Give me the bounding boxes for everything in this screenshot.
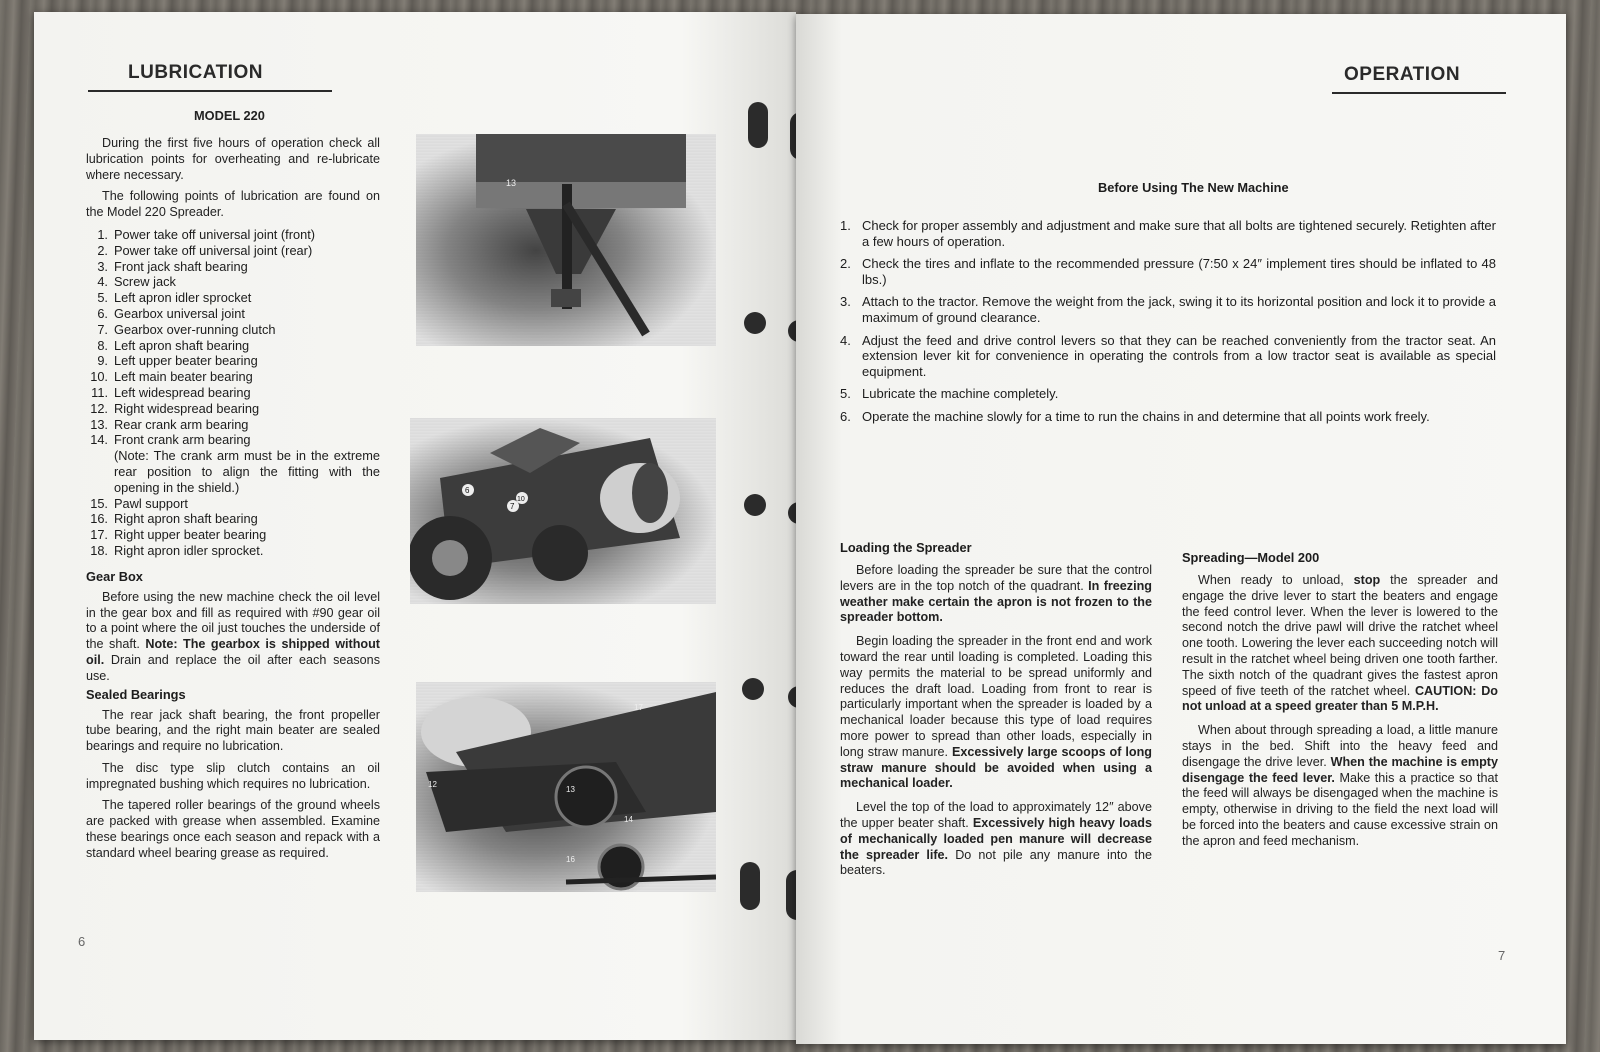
lubrication-point-label — [114, 338, 249, 354]
lubrication-point-number: 17. — [90, 527, 108, 543]
operation-step-number: 3. — [840, 294, 851, 310]
lubrication-point — [86, 274, 380, 290]
operation-step-text: Operate the machine slowly for a time to run the chains in and determine that all points work freely. — [862, 408, 1430, 424]
loading-paragraph-3 — [840, 800, 1152, 879]
operation-step-number: 2. — [840, 256, 851, 272]
sealed-paragraph-2: The disc type slip clutch contains an oil impregnated bushing which requires no lubrication. — [86, 760, 380, 791]
gearbox-heading: Gear Box — [86, 568, 143, 584]
lubrication-point — [86, 511, 380, 527]
lubrication-point-note — [86, 448, 380, 495]
photo-crank-sprocket-drawing — [416, 682, 716, 892]
lubrication-point-label — [114, 543, 263, 559]
lubrication-point-number: 7. — [97, 321, 108, 337]
photo-side-beaters-drawing — [410, 418, 716, 604]
lubrication-point — [86, 543, 380, 559]
lubrication-point — [86, 259, 380, 275]
operation-step — [840, 409, 1496, 425]
lubrication-point-text: Rear crank arm bearing — [114, 416, 249, 432]
loading-paragraph-1 — [840, 563, 1152, 626]
lubrication-point-label — [114, 322, 275, 338]
lubrication-point-text: Front jack shaft bearing — [114, 258, 248, 274]
spreading-column — [1182, 550, 1498, 850]
callout-16: 16 — [566, 855, 575, 864]
crank-arm-note: (Note: The crank arm must be in the extreme rear position to align the fitting with the opening in the shield.) — [114, 448, 380, 495]
lubrication-point-label — [114, 385, 251, 401]
callout-12: 12 — [428, 780, 437, 789]
lubrication-point — [86, 227, 380, 243]
lubrication-point-number: 16. — [90, 511, 108, 527]
loading-p1-bold: In freezing weather make certain the apron is not frozen to the spreader bottom. — [840, 578, 1152, 625]
lubrication-point-number: 8. — [97, 337, 108, 353]
lubrication-point-number: 12. — [90, 400, 108, 416]
photo-side-beaters — [410, 418, 716, 604]
operation-step-text: Adjust the feed and drive control levers so that they can be reached conveniently from the tractor seat. An extension lever kit for convenience in operating the controls from a low tractor seat is available as special equipment. — [862, 332, 1496, 379]
lubrication-point-text: Pawl support — [114, 495, 188, 511]
lubrication-point-number: 4. — [97, 274, 108, 290]
gearbox-text: Before using the new machine check the oil level in the gear box and fill as required with #90 gear oil to a point where the oil just touches the underside of the shaft. — [86, 589, 380, 652]
lubrication-point-number: 5. — [97, 290, 108, 306]
lubrication-point — [86, 385, 380, 401]
lubrication-point-text: Right apron shaft bearing — [114, 511, 258, 527]
loading-column — [840, 540, 1152, 879]
lubrication-point-number: 13. — [90, 416, 108, 432]
photo-crank-sprocket — [416, 682, 716, 892]
spreading-paragraph-2 — [1182, 723, 1498, 849]
lubrication-point-label — [114, 306, 245, 322]
spreading-p2-c: Make this a practice so that the feed will always be disengaged when the machine is empty, otherwise in driving to the field the next load will be forced into the beaters and cause excessive strain on the apron and feed mechanism. — [1182, 770, 1498, 848]
operation-step — [840, 333, 1496, 380]
lubrication-text-column — [86, 136, 380, 862]
loading-p3-end: Do not pile any manure into the beaters. — [840, 847, 1152, 878]
spreading-p1-c: the spreader and engage the drive lever to start the beaters and engage the feed control lever. When the lever is lowered to the second notch the drive pawl will drive the ratchet wheel one tooth. Lowering the lever each succeeding notch will result in the ratchet wheel being driven one tooth farther. The sixth notch of the quadrant gives the fastest apron speed of five teeth of the ratchet wheel. — [1182, 573, 1498, 698]
loading-p2-bold: Excessively large scoops of long straw manure should be avoided when using a mechanical loader. — [840, 744, 1152, 791]
right-page — [796, 14, 1566, 1044]
loading-paragraph-2 — [840, 634, 1152, 792]
spreading-paragraph-1 — [1182, 573, 1498, 715]
lubrication-point — [86, 401, 380, 417]
operation-step-number: 6. — [840, 408, 851, 424]
left-page — [34, 12, 796, 1040]
spreading-p1-stop: stop — [1353, 573, 1381, 587]
callout-17: 17 — [634, 703, 643, 712]
operation-step-number: 5. — [840, 386, 851, 402]
lubrication-point-label — [114, 417, 248, 433]
lubrication-point — [86, 353, 380, 369]
binder-hole — [744, 494, 766, 516]
lubrication-point-text: Screw jack — [114, 274, 176, 290]
lubrication-point-text: Front crank arm bearing — [114, 432, 251, 448]
lubrication-point-text: Right upper beater bearing — [114, 527, 267, 543]
sealed-paragraph-3: The tapered roller bearings of the ground wheels are packed with grease when assembled. Examine these bearings once each season and repack with a standard wheel bearing grease as required. — [86, 798, 380, 860]
loading-p2-text: Begin loading the spreader in the front end and work toward the rear until loading is completed. Loading this way permits the material to be spread uniformly and reduces the draft load. Loading from front to rear is particularly important when the spreader is loaded by a mechanical loader because this type of load requires more power to spread than other loads, especially in long straw manure. — [840, 634, 1152, 759]
lubrication-point-number: 2. — [97, 242, 108, 258]
lubrication-point — [86, 369, 380, 385]
spreading-p1-a: When ready to unload, — [1198, 573, 1354, 587]
photo-jack-hitch-drawing — [416, 134, 716, 346]
operation-steps-list — [840, 218, 1496, 432]
lubrication-point — [86, 306, 380, 322]
lubrication-point-text: Power take off universal joint (front) — [114, 226, 316, 242]
lubrication-point-number: 18. — [90, 542, 108, 558]
lubrication-point — [86, 527, 380, 543]
lubrication-point — [86, 243, 380, 259]
binder-slot-left-bottom — [740, 862, 760, 910]
lubrication-point-text: Power take off universal joint (rear) — [114, 242, 313, 258]
lubrication-point-number: 1. — [97, 226, 108, 242]
section-title-operation: OPERATION — [1344, 64, 1461, 85]
intro-paragraph-2: The following points of lubrication are found on the Model 220 Spreader. — [86, 189, 380, 220]
operation-step-number: 1. — [840, 218, 851, 233]
lubrication-point-number: 3. — [97, 258, 108, 274]
sealed-paragraph-1: The rear jack shaft bearing, the front propeller tube bearing, and the right main beater are sealed bearings and require no lubrication. — [86, 707, 380, 754]
lubrication-point-text: Right apron idler sprocket. — [114, 542, 264, 558]
lubrication-point-number: 10. — [90, 369, 108, 385]
operation-step — [840, 386, 1496, 402]
binder-hole — [744, 312, 766, 334]
before-using-heading: Before Using The New Machine — [1098, 180, 1289, 195]
lubrication-point-label — [114, 290, 251, 306]
page-number-right: 7 — [1498, 948, 1506, 963]
lubrication-point — [86, 338, 380, 354]
lubrication-point — [86, 290, 380, 306]
page-number-left: 6 — [78, 934, 86, 949]
lubrication-point-text: Left widespread bearing — [114, 384, 251, 400]
lubrication-point-label — [114, 274, 176, 290]
lubrication-point-text: Gearbox over-running clutch — [114, 321, 276, 337]
lubrication-point-label — [114, 401, 259, 417]
operation-step — [840, 294, 1496, 325]
spreading-caution: CAUTION: Do not unload at a speed greater than 5 M.P.H. — [1182, 683, 1498, 714]
operation-step-number: 4. — [840, 332, 851, 348]
lubrication-point-label — [114, 496, 188, 512]
lubrication-point-text: Left apron shaft bearing — [114, 337, 250, 353]
gearbox-text-end: Drain and replace the oil after each seasons use. — [86, 652, 380, 683]
lubrication-point-label — [114, 243, 312, 259]
lubrication-point-number: 14. — [90, 432, 108, 448]
loading-p1-text: Before loading the spreader be sure that the control levers are in the top notch of the quadrant. — [840, 563, 1152, 593]
intro-paragraph-1: During the first five hours of operation check all lubrication points for overheating and re-lubricate where necessary. — [86, 136, 380, 182]
gearbox-note: Note: The gearbox is shipped without oil. — [86, 637, 380, 667]
operation-step — [840, 218, 1496, 249]
gearbox-paragraph — [86, 590, 380, 685]
lubrication-point-text: Left upper beater bearing — [114, 353, 258, 369]
lubrication-point-label — [114, 432, 251, 448]
binder-hole — [742, 678, 764, 700]
lubrication-point-label — [114, 511, 258, 527]
lubrication-point-label — [114, 227, 315, 243]
callout-14: 14 — [624, 815, 633, 824]
lubrication-point-text: Left apron idler sprocket — [114, 290, 252, 306]
loading-p3-bold: Excessively high heavy loads of mechanically loaded pen manure will decrease the spreader life. — [840, 815, 1152, 862]
lubrication-point-number: 6. — [97, 305, 108, 321]
callout-7: 7 — [510, 502, 515, 511]
operation-step — [840, 256, 1496, 287]
spreading-p2-a: When about through spreading a load, a little manure stays in the bed. Shift into the heavy feed and disengage the drive lever. — [1182, 723, 1498, 769]
lubrication-point-label — [114, 527, 266, 543]
lubrication-point-text: Right widespread bearing — [114, 400, 260, 416]
callout-10: 10 — [517, 496, 525, 503]
operation-step-text: Check for proper assembly and adjustment and make sure that all bolts are tightened securely. Retighten after a few hours of operation. — [862, 218, 1496, 249]
lubrication-point — [86, 322, 380, 338]
operation-step-text: Check the tires and inflate to the recommended pressure (7:50 x 24″ implement tires should be inflated to 48 lbs.) — [862, 256, 1496, 287]
lubrication-point-text: Gearbox universal joint — [114, 305, 245, 321]
lubrication-point-label — [114, 353, 258, 369]
lubrication-point-number: 9. — [97, 353, 108, 369]
section-title-lubrication: LUBRICATION — [128, 62, 263, 83]
loading-heading: Loading the Spreader — [840, 540, 972, 555]
spreading-heading: Spreading—Model 200 — [1182, 550, 1320, 565]
model-heading: MODEL 220 — [194, 108, 265, 123]
sealed-bearings-heading: Sealed Bearings — [86, 686, 186, 702]
lubrication-point-number: 15. — [90, 495, 108, 511]
lubrication-point-label — [114, 369, 253, 385]
lubrication-points-list — [86, 227, 380, 559]
callout-13b: 13 — [566, 785, 575, 794]
operation-step-text: Lubricate the machine completely. — [862, 386, 1059, 402]
spreading-p2-bold: When the machine is empty disengage the feed lever. — [1182, 754, 1498, 785]
lubrication-point-text: Left main beater bearing — [114, 369, 253, 385]
lubrication-point — [86, 496, 380, 512]
binder-slot-left-top — [748, 102, 768, 148]
photo-jack-hitch — [416, 134, 716, 346]
header-rule — [88, 90, 332, 92]
header-rule — [1332, 92, 1506, 94]
lubrication-point-label — [114, 259, 248, 275]
callout-13a: 13 — [506, 178, 517, 188]
loading-p3-text: Level the top of the load to approximately 12″ above the upper beater shaft. — [840, 800, 1152, 830]
lubrication-point — [86, 417, 380, 433]
operation-step-text: Attach to the tractor. Remove the weight from the jack, swing it to its horizontal position and lock it to provide a maximum of ground clearance. — [862, 294, 1496, 325]
callout-6: 6 — [465, 486, 470, 495]
lubrication-point-number: 11. — [91, 384, 108, 400]
lubrication-point — [86, 432, 380, 448]
